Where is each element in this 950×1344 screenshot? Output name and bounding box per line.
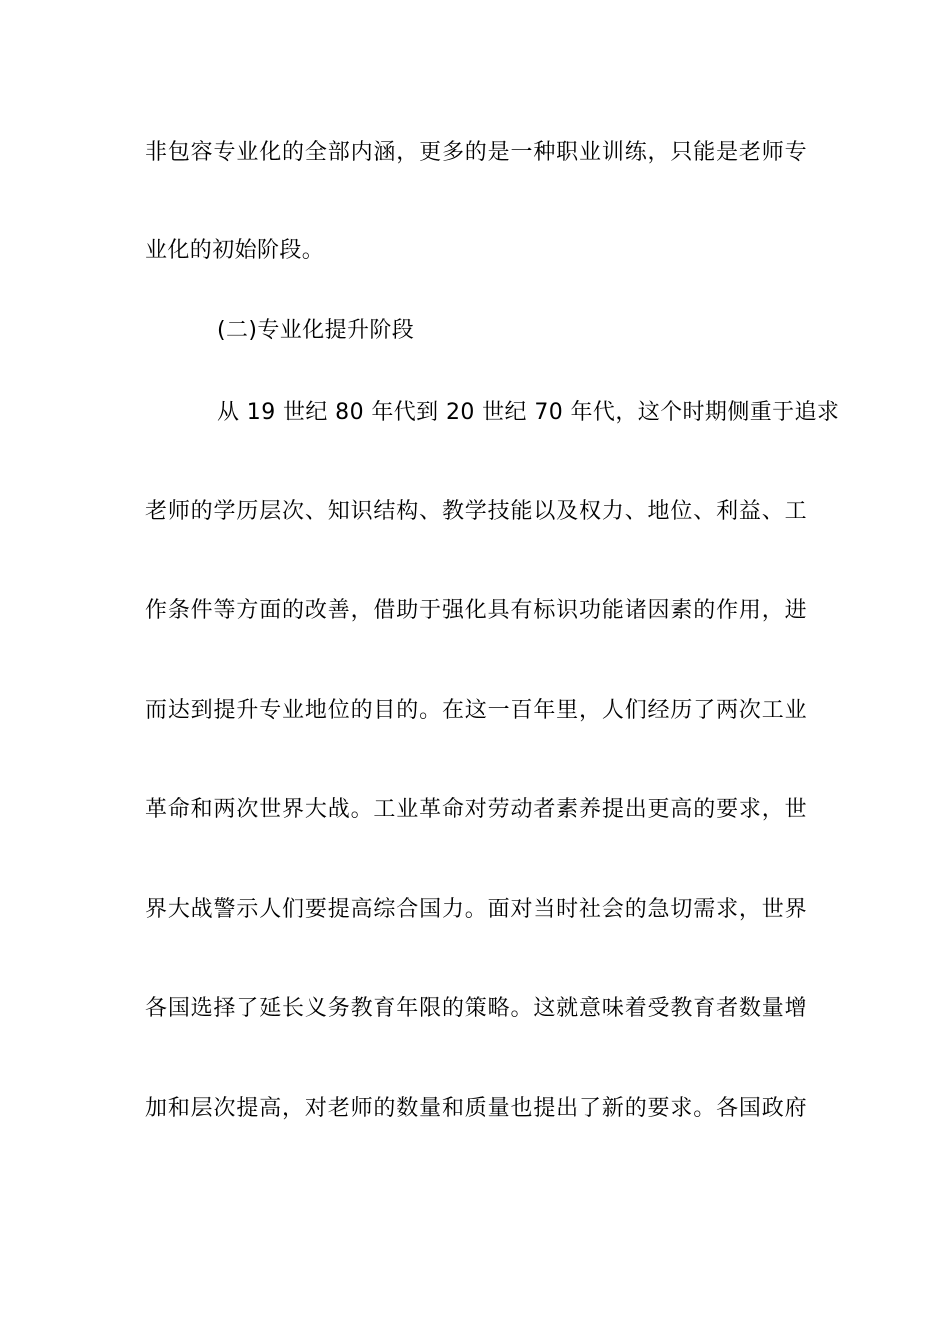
- paragraph-line: 非包容专业化的全部内涵，更多的是一种职业训练，只能是老师专: [145, 140, 807, 165]
- paragraph-line: 业化的初始阶段。: [145, 238, 325, 263]
- paragraph-line: 作条件等方面的改善，借助于强化具有标识功能诸因素的作用，进: [145, 598, 807, 623]
- paragraph-line: 加和层次提高，对老师的数量和质量也提出了新的要求。各国政府: [145, 1096, 807, 1121]
- paragraph-line: 从 19 世纪 80 年代到 20 世纪 70 年代，这个时期侧重于追求: [217, 400, 840, 425]
- paragraph-line: 界大战警示人们要提高综合国力。面对当时社会的急切需求，世界: [145, 897, 807, 922]
- paragraph-line: 而达到提升专业地位的目的。在这一百年里，人们经历了两次工业: [145, 698, 807, 723]
- section-heading: (二)专业化提升阶段: [217, 318, 415, 343]
- paragraph-line: 老师的学历层次、知识结构、教学技能以及权力、地位、利益、工: [145, 499, 807, 524]
- paragraph-line: 各国选择了延长义务教育年限的策略。这就意味着受教育者数量增: [145, 996, 807, 1021]
- paragraph-line: 革命和两次世界大战。工业革命对劳动者素养提出更高的要求，世: [145, 797, 807, 822]
